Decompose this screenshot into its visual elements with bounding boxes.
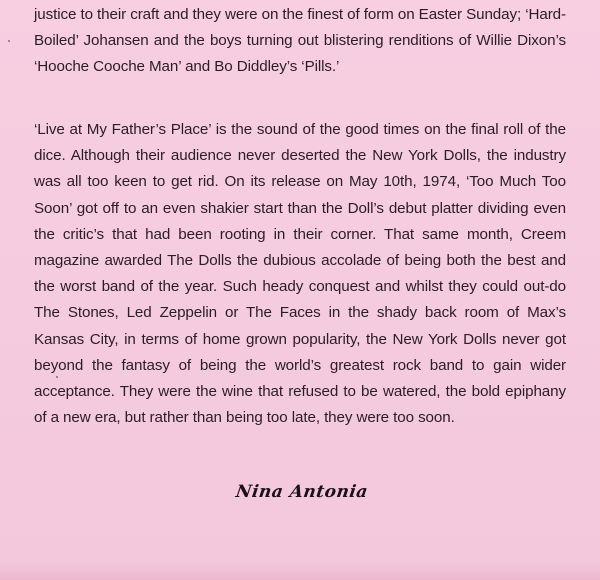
paragraph-1: justice to their craft and they were on the finest of form on Easter Sunday; ‘Hard-Boiled’ Johansen and the boys turning out blistering renditions of Willie Dixon’s ‘Hooche Cooche Man’ and Bo Diddley’s ‘Pills.’ <box>34 6 566 76</box>
scan-edge-shadow <box>0 562 600 580</box>
paper-speck <box>8 40 10 42</box>
author-signature: Nina Antonia <box>234 482 370 502</box>
paper-speck <box>56 376 58 378</box>
paragraph-2: ‘Live at My Father’s Place’ is the sound of the good times on the final roll of the dice. Although their audience never deserted the New York Dolls, the industry was all too keen to get rid. On its release on May 10th, 1974, ‘Too Much Too Soon’ got off to an even shakier start than the Doll’s debut platter dividing even the critic’s that had been rooting in their corner. That same month, Creem magazine awarded The Dolls the dubious accolade of being both the best and the worst band of the year. Such heady conquest and whilst they could out-do The Stones, Led Zeppelin or The Faces in the shady back room of Max’s Kansas City, in terms of home grown popularity, the New York Dolls never got beyond the fantasy of being the world’s greatest rock band to gain wider acceptance. They were the wine that refused to be watered, the bold epiphany of a new era, but rather than being too late, they were too soon. <box>34 121 566 427</box>
